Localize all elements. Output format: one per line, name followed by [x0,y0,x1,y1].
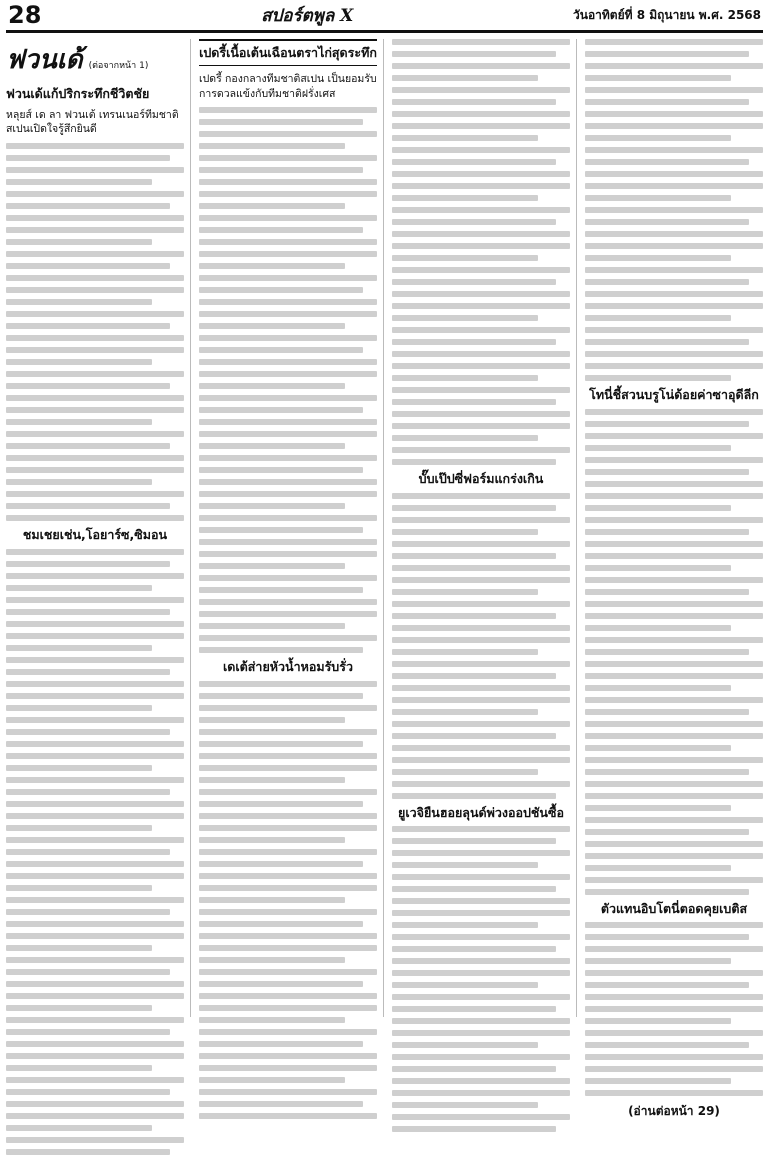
body-text-placeholder [392,39,570,465]
article-headline: ฟวนเด้แก้ปริกระทึกชีวิตชัย [6,86,150,101]
body-text-placeholder [585,39,763,381]
continued-note: (ต่อจากหน้า 1) [88,61,149,71]
masthead [6,0,763,33]
publication-logo: สปอร์ตพูล X [261,5,354,26]
column-1 [6,39,191,1017]
subheadline: ยูเวจิยืนฮอยลุนด์พ่วงออปชันซื้อ [398,804,564,820]
article-columns [6,39,763,1119]
issue-date: วันอาทิตย์ที่ 8 มิถุนายน พ.ศ. 2568 [573,7,761,22]
article-headline: เปดรี้เนื้อเต้นเฉือนตราไก่สุดระทึก [199,39,377,66]
body-text-placeholder [199,681,377,1119]
subheadline: เดเต้ส่ายหัวน้ำหอมรับรั่ว [223,659,353,675]
continue-on-page-note: (อ่านต่อหน้า 29) [628,1104,720,1119]
body-text-placeholder [6,143,184,521]
subheadline: ตัวแทนอิบโตนี่ตอดคุยเบติส [600,900,748,916]
body-text-placeholder [392,826,570,1132]
body-text-placeholder [585,409,763,895]
body-text-placeholder [585,922,763,1096]
article-lead: เปดรี้ กองกลางทีมชาติสเปน เป็นยอมรับการดวลแข้งกับทีมชาติฝรั่งเศส [199,73,377,100]
body-text-placeholder [392,493,570,799]
subheadline: ชมเชยเช่น,โอยาร์ซ,ซิมอน [22,527,168,542]
page-number: 28 [8,1,42,29]
section-kicker-row [6,39,184,80]
body-text-placeholder [6,549,184,1155]
subheadline: บั๊บเป๊ปซี่ฟอร์มแกร่งเกิน [418,471,544,486]
column-4 [585,39,763,1119]
body-text-placeholder [199,107,377,653]
column-3 [392,39,577,1017]
article-lead: หลุยส์ เด ลา ฟวนเต้ เทรนเนอร์ทีมชาติสเปนเปิดใจรู้สึกยินดี [6,108,179,136]
subheadline: โทนี่ชี้สวนบรูโน่ด้อยค่าซาอุดีลีก [589,387,759,402]
section-kicker: ฟวนเด้ [6,45,83,75]
column-2 [199,39,384,1017]
